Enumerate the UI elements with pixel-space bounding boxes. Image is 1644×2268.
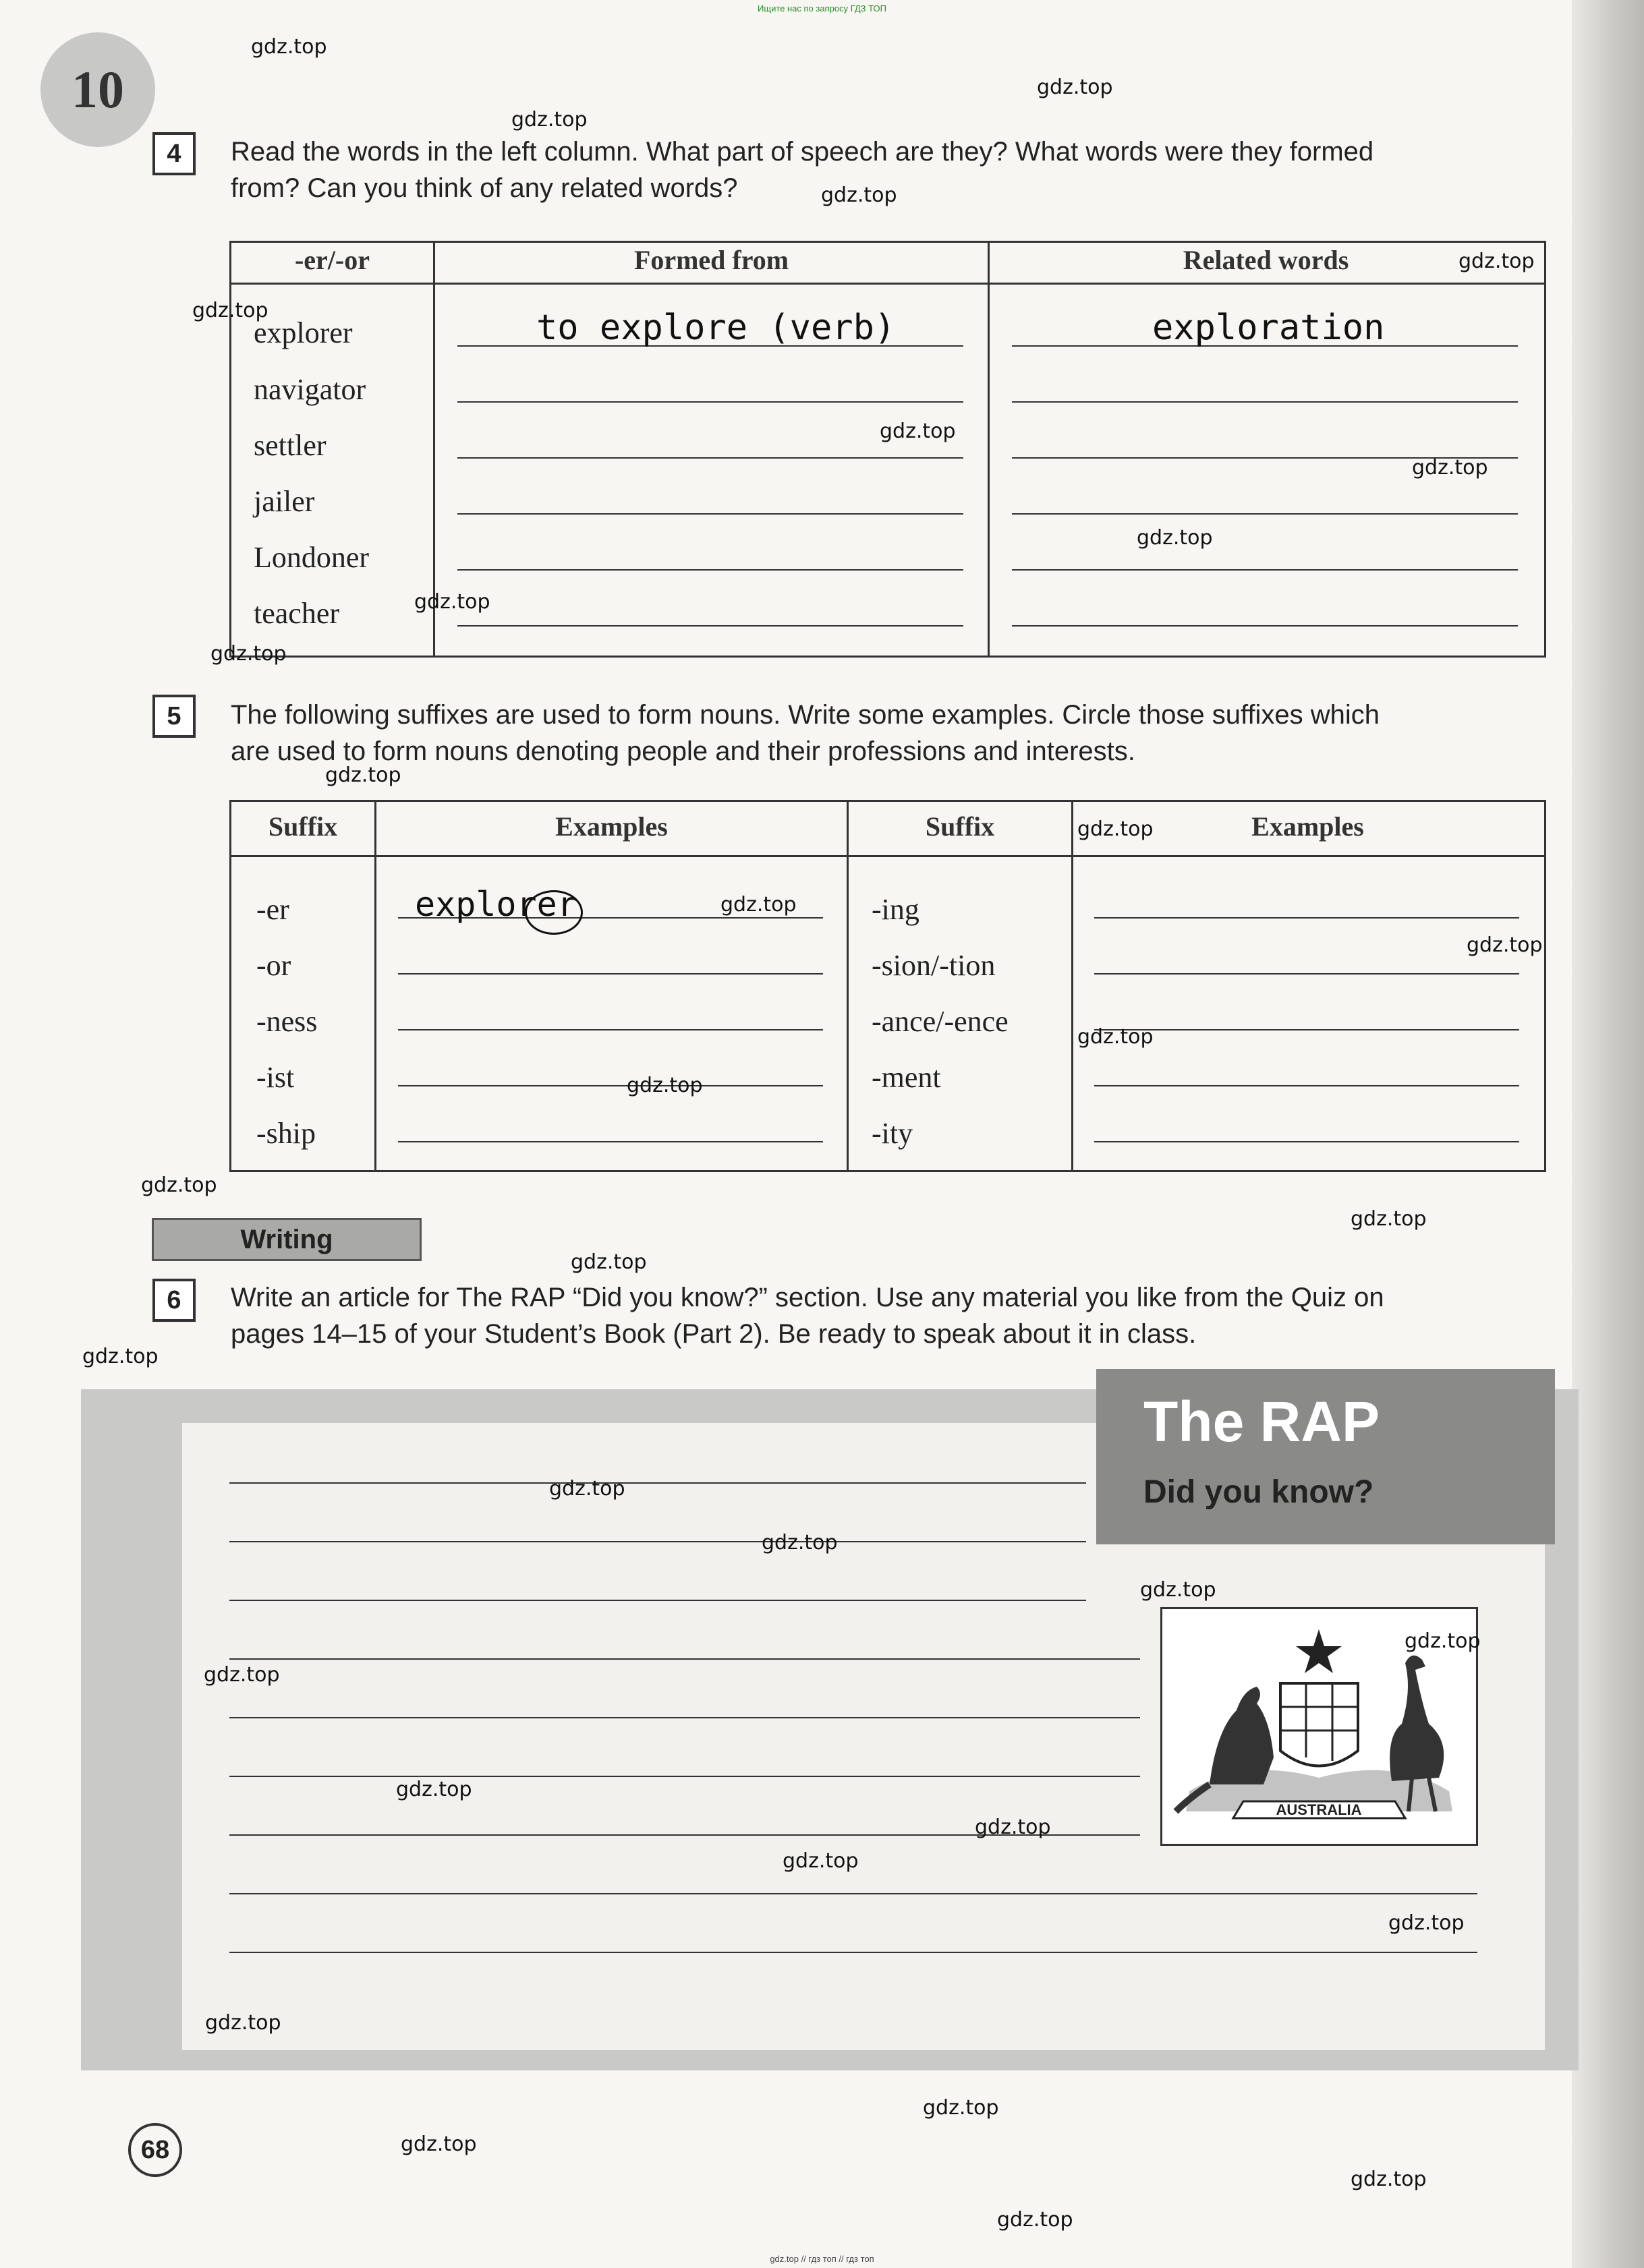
- watermark: gdz.top: [1140, 1578, 1216, 1602]
- exercise-4-header-divider: [229, 283, 1544, 285]
- unit-number-badge: 10: [40, 32, 155, 147]
- exercise-5-instruction-line1: The following suffixes are used to form nouns. Write some examples. Circle those suffixes which: [231, 700, 1380, 730]
- ex4-formed-line-4[interactable]: [457, 513, 963, 515]
- top-banner: Ищите нас по запросу ГДЗ ТОП: [758, 3, 886, 13]
- watermark: gdz.top: [1077, 817, 1154, 841]
- ex5-example-line-right-4[interactable]: [1094, 1085, 1519, 1086]
- watermark: gdz.top: [1405, 1629, 1481, 1653]
- ex5-header-examples-left: Examples: [555, 811, 668, 842]
- ex5-suffix-ship: -ship: [256, 1117, 316, 1150]
- exercise-5-header-divider: [229, 855, 1544, 857]
- exercise-5-col-divider-3: [1071, 800, 1073, 1170]
- ex5-suffix-ment: -ment: [872, 1061, 941, 1094]
- watermark: gdz.top: [414, 590, 490, 614]
- ex5-header-examples-right: Examples: [1251, 811, 1364, 842]
- watermark: gdz.top: [571, 1250, 647, 1274]
- watermark: gdz.top: [821, 183, 897, 207]
- ex5-suffix-er: -er: [256, 893, 289, 926]
- ex5-example-line-left-4[interactable]: [398, 1085, 823, 1086]
- watermark: gdz.top: [762, 1531, 838, 1554]
- watermark: gdz.top: [1412, 456, 1488, 479]
- ex4-header-formed-from: Formed from: [633, 245, 789, 275]
- page-number: 68: [128, 2123, 182, 2177]
- watermark: gdz.top: [783, 1849, 859, 1873]
- watermark: gdz.top: [1137, 526, 1213, 550]
- watermark: gdz.top: [627, 1074, 703, 1097]
- exercise-6-number: 6: [152, 1279, 196, 1322]
- ex5-example-line-right-3[interactable]: [1094, 1029, 1519, 1030]
- ex5-suffix-ing: -ing: [872, 893, 919, 926]
- rap-badge-subtitle: Did you know?: [1143, 1474, 1374, 1510]
- ex5-example-line-right-5[interactable]: [1094, 1141, 1519, 1142]
- ex4-word-explorer: explorer: [254, 316, 353, 349]
- ex5-suffix-ity: -ity: [872, 1117, 913, 1150]
- ex4-word-navigator: navigator: [254, 373, 366, 406]
- article-line-2[interactable]: [229, 1541, 1086, 1542]
- watermark: gdz.top: [923, 2096, 999, 2120]
- ex5-example-line-left-2[interactable]: [398, 973, 823, 975]
- ex5-circled-suffix-mark: [525, 890, 583, 935]
- watermark: gdz.top: [251, 35, 327, 59]
- page-edge-shadow: [1572, 0, 1644, 2268]
- ex4-header-related-words: Related words: [1183, 245, 1349, 275]
- watermark: gdz.top: [1467, 933, 1543, 957]
- ex4-related-line-5[interactable]: [1012, 569, 1518, 571]
- writing-section-tab: Writing: [152, 1218, 422, 1261]
- ex4-header-suffix: -er/-or: [294, 245, 370, 275]
- article-line-6[interactable]: [229, 1776, 1140, 1777]
- ex4-formed-line-5[interactable]: [457, 569, 963, 571]
- ex5-example-line-left-3[interactable]: [398, 1029, 823, 1030]
- exercise-4-number: 4: [152, 132, 196, 175]
- watermark: gdz.top: [997, 2208, 1073, 2232]
- rap-badge-title: The RAP: [1143, 1390, 1380, 1453]
- exercise-5-number: 5: [152, 695, 196, 738]
- ex5-header-suffix-right: Suffix: [925, 811, 995, 842]
- ex5-example-line-right-1[interactable]: [1094, 917, 1519, 919]
- exercise-4-instruction-line1: Read the words in the left column. What part of speech are they? What words were they formed: [231, 137, 1374, 167]
- watermark: gdz.top: [1037, 76, 1113, 99]
- ex4-related-line-2[interactable]: [1012, 401, 1518, 403]
- watermark: gdz.top: [880, 419, 956, 443]
- exercise-6-instruction-line1: Write an article for The RAP “Did you know?” section. Use any material you like from the Quiz on: [231, 1283, 1384, 1312]
- rap-badge: [1096, 1369, 1555, 1544]
- ex5-suffix-or: -or: [256, 949, 291, 982]
- watermark: gdz.top: [549, 1477, 625, 1501]
- article-line-4[interactable]: [229, 1658, 1140, 1660]
- watermark: gdz.top: [511, 108, 588, 132]
- ex4-word-settler: settler: [254, 429, 327, 462]
- watermark: gdz.top: [192, 299, 268, 322]
- watermark: gdz.top: [720, 893, 797, 917]
- watermark: gdz.top: [141, 1173, 217, 1197]
- article-line-8[interactable]: [229, 1893, 1477, 1894]
- ex5-suffix-ness: -ness: [256, 1005, 318, 1038]
- article-line-5[interactable]: [229, 1717, 1140, 1718]
- ex5-handwritten-example: explorer: [415, 885, 577, 924]
- ex5-suffix-ance-ence: -ance/-ence: [872, 1005, 1009, 1038]
- bottom-banner: gdz.top // гдз топ // гдз топ: [770, 2254, 874, 2264]
- article-line-1[interactable]: [229, 1482, 1086, 1484]
- exercise-6-instruction-line2: pages 14–15 of your Student’s Book (Part 2). Be ready to speak about it in class.: [231, 1319, 1197, 1349]
- ex4-formed-line-6[interactable]: [457, 625, 963, 627]
- article-line-3[interactable]: [229, 1600, 1086, 1601]
- article-line-9[interactable]: [229, 1952, 1477, 1953]
- watermark: gdz.top: [1077, 1025, 1154, 1049]
- ex4-handwritten-related: exploration: [1152, 308, 1385, 348]
- ex5-suffix-ist: -ist: [256, 1061, 295, 1094]
- ex4-formed-line-3[interactable]: [457, 457, 963, 459]
- ex4-related-line-6[interactable]: [1012, 625, 1518, 627]
- watermark: gdz.top: [210, 642, 287, 666]
- ex4-formed-line-2[interactable]: [457, 401, 963, 403]
- watermark: gdz.top: [1351, 2168, 1427, 2191]
- ex4-word-londoner: Londoner: [254, 541, 370, 574]
- watermark: gdz.top: [82, 1345, 159, 1368]
- ex4-word-teacher: teacher: [254, 597, 339, 630]
- ex5-suffix-sion-tion: -sion/-tion: [872, 949, 996, 982]
- watermark: gdz.top: [1351, 1207, 1427, 1231]
- exercise-4-instruction-line2: from? Can you think of any related words?: [231, 173, 738, 203]
- ex5-header-suffix-left: Suffix: [268, 811, 338, 842]
- exercise-4-col-divider-2: [988, 241, 990, 656]
- watermark: gdz.top: [204, 1663, 280, 1687]
- ex4-handwritten-formed-from: to explore (verb): [536, 308, 896, 348]
- watermark: gdz.top: [1388, 1911, 1465, 1935]
- watermark: gdz.top: [401, 2132, 477, 2156]
- watermark: gdz.top: [325, 763, 401, 787]
- exercise-5-col-divider-1: [374, 800, 376, 1170]
- watermark: gdz.top: [975, 1815, 1051, 1839]
- ex4-related-line-4[interactable]: [1012, 513, 1518, 515]
- ex4-word-jailer: jailer: [254, 485, 315, 518]
- watermark: gdz.top: [205, 2011, 281, 2035]
- exercise-5-col-divider-2: [847, 800, 849, 1170]
- exercise-5-instruction-line2: are used to form nouns denoting people and their professions and interests.: [231, 736, 1135, 766]
- watermark: gdz.top: [1458, 250, 1535, 273]
- emblem-label: AUSTRALIA: [1276, 1801, 1362, 1818]
- watermark: gdz.top: [396, 1778, 472, 1801]
- ex5-example-line-left-5[interactable]: [398, 1141, 823, 1142]
- ex5-example-line-right-2[interactable]: [1094, 973, 1519, 975]
